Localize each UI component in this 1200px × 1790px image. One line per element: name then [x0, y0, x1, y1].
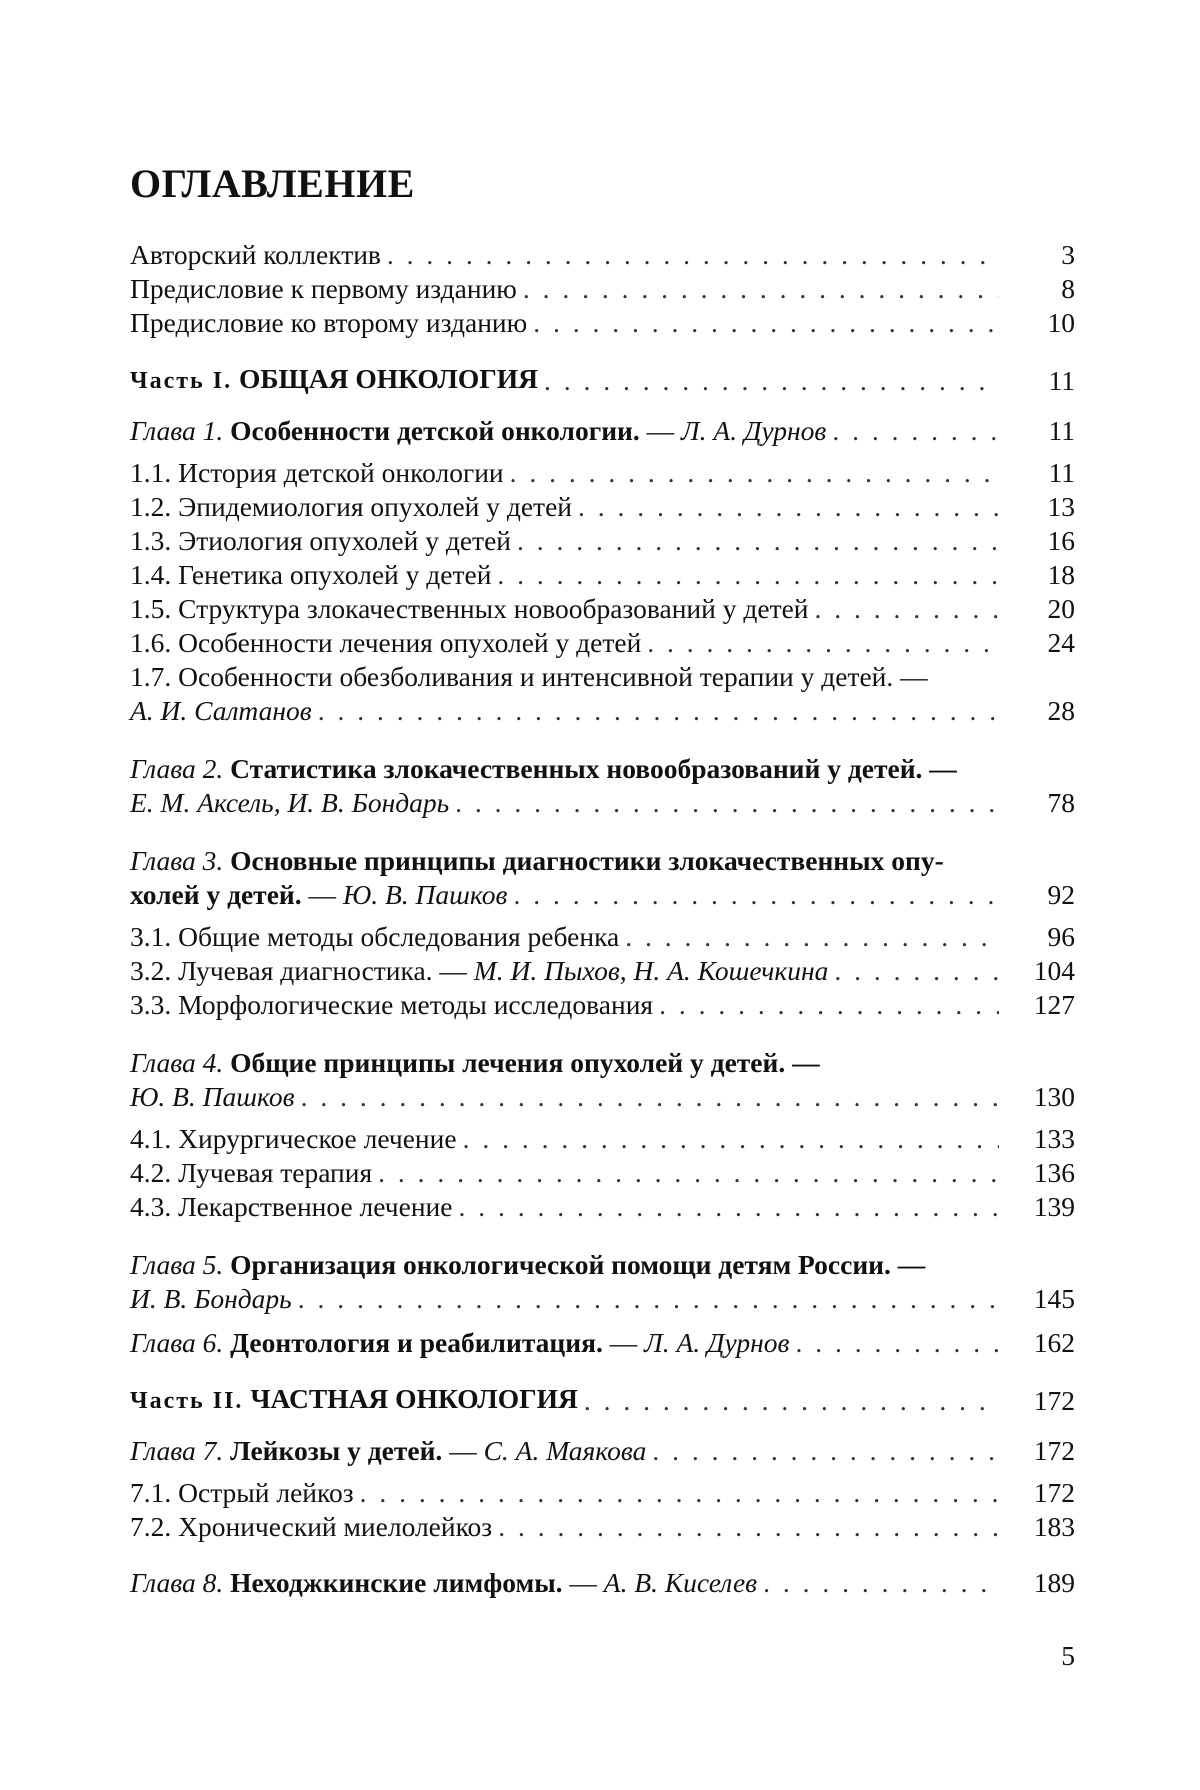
toc-entry	[130, 920, 1075, 954]
page-ref: 28	[1047, 695, 1075, 726]
toc-entry	[130, 456, 1075, 490]
page-ref: 20	[1047, 593, 1075, 624]
entry-line	[130, 1326, 1075, 1360]
toc-entry	[130, 414, 1075, 448]
entry-line	[130, 524, 1075, 558]
dot-leader	[647, 626, 999, 660]
dot-leader	[578, 490, 999, 524]
entry-first-line	[130, 1046, 1075, 1080]
page-ref: 136	[1033, 1157, 1075, 1188]
page-ref: 11	[1048, 365, 1075, 396]
entry-text	[130, 272, 517, 306]
table-of-contents	[130, 238, 1075, 1600]
page-ref: 183	[1033, 1511, 1075, 1542]
author-name: И. В. Бондарь	[130, 1283, 292, 1314]
entry-line	[130, 988, 1075, 1022]
chapter-label: Глава 8.	[130, 1567, 224, 1598]
entry-first-line	[130, 660, 1075, 694]
entry-text: Глава 6. Деонтология и реабилитация. — Л. А. Дурнов	[130, 1327, 790, 1358]
entry-text	[130, 694, 312, 728]
entry-line	[130, 1382, 1075, 1418]
chapter-title: Особенности детской онкологии.	[230, 415, 640, 446]
toc-entry	[130, 238, 1075, 272]
dot-leader	[318, 694, 999, 728]
entry-line	[130, 920, 1075, 954]
page-ref: 92	[1047, 879, 1075, 910]
dot-leader	[498, 1510, 999, 1544]
dot-leader	[513, 878, 999, 912]
page-title: ОГЛАВЛЕНИЕ	[130, 161, 415, 206]
entry-text: Глава 8. Неходжкинские лимфомы. — А. В. Киселев	[130, 1567, 758, 1598]
dot-leader	[763, 1566, 999, 1600]
toc-entry	[130, 1476, 1075, 1510]
entry-text: холей у детей. — Ю. В. Пашков	[130, 879, 508, 910]
page-ref: 133	[1033, 1123, 1075, 1154]
entry-line	[130, 1080, 1075, 1114]
author-name: Л. А. Дурнов	[681, 415, 827, 446]
chapter-title-cont: холей у детей.	[130, 879, 302, 910]
chapter-title: Общие принципы лечения опухолей у детей. —	[230, 1047, 820, 1078]
author-name: А. В. Киселев	[603, 1567, 758, 1598]
chapter-title: Статистика злокачественных новообразований у детей. —	[230, 753, 957, 784]
chapter-label: Глава 6.	[130, 1327, 224, 1358]
dot-leader	[387, 238, 999, 272]
toc-entry	[130, 592, 1075, 626]
toc-entry	[130, 1190, 1075, 1224]
part-title: ОБЩАЯ ОНКОЛОГИЯ	[238, 363, 539, 394]
section-title: Авторский коллектив	[130, 239, 381, 270]
dot-leader	[834, 954, 999, 988]
chapter-label: Глава 5.	[130, 1249, 224, 1280]
dot-leader	[523, 272, 999, 306]
dot-leader	[659, 988, 999, 1022]
entry-line	[130, 1122, 1075, 1156]
chapter-title: Неходжкинские лимфомы.	[230, 1567, 563, 1598]
entry-line	[130, 592, 1075, 626]
entry-text	[130, 1190, 452, 1224]
dot-leader	[455, 786, 999, 820]
entry-line	[130, 414, 1075, 448]
section-title: 1.7. Особенности обезболивания и интенсивной терапии у детей. —	[130, 661, 928, 692]
entry-text	[130, 306, 527, 340]
entry-line	[130, 1282, 1075, 1316]
page-number: 5	[1061, 1640, 1075, 1671]
entry-text	[130, 1156, 372, 1190]
entry-line	[130, 1156, 1075, 1190]
page-ref: 11	[1048, 415, 1075, 446]
dot-leader	[832, 414, 999, 448]
page-ref: 172	[1033, 1477, 1075, 1508]
page-ref: 13	[1047, 491, 1075, 522]
page-ref: 162	[1033, 1327, 1075, 1358]
toc-entry	[130, 988, 1075, 1022]
dot-leader	[584, 1384, 999, 1418]
page-ref: 172	[1033, 1435, 1075, 1466]
page-ref: 24	[1047, 627, 1075, 658]
toc-entry	[130, 752, 1075, 820]
dot-leader	[378, 1156, 999, 1190]
section-title: 1.6. Особенности лечения опухолей у детей	[130, 627, 642, 658]
entry-text	[130, 1282, 292, 1316]
dot-leader	[463, 1122, 999, 1156]
page-ref: 104	[1033, 955, 1075, 986]
page-ref: 145	[1033, 1283, 1075, 1314]
chapter-title: Организация онкологической помощи детям России. —	[230, 1249, 926, 1280]
toc-entry	[130, 1248, 1075, 1316]
dot-leader	[815, 592, 999, 626]
toc-entry	[130, 1434, 1075, 1468]
entry-text: Глава 1. Особенности детской онкологии. — Л. А. Дурнов	[130, 415, 827, 446]
chapter-label: Глава 1.	[130, 415, 224, 446]
toc-entry	[130, 1326, 1075, 1360]
toc-entry	[130, 660, 1075, 728]
toc-entry	[130, 1122, 1075, 1156]
entry-text	[130, 1080, 295, 1114]
chapter-label: Глава 3.	[130, 845, 224, 876]
entry-text	[130, 592, 809, 626]
toc-entry	[130, 524, 1075, 558]
part-label: Часть II.	[130, 1388, 244, 1414]
section-title: 7.2. Хронический миелолейкоз	[130, 1511, 493, 1542]
section-title: 3.1. Общие методы обследования ребенка	[130, 921, 620, 952]
entry-text	[130, 988, 653, 1022]
author-name: Е. М. Аксель, И. В. Бондарь	[130, 787, 450, 818]
page-ref: 18	[1047, 559, 1075, 590]
section-title: Предисловие к первому изданию	[130, 273, 517, 304]
author-name: Ю. В. Пашков	[342, 879, 508, 910]
entry-text	[130, 238, 381, 272]
toc-entry	[130, 1156, 1075, 1190]
toc-entry	[130, 306, 1075, 340]
author-name: Л. А. Дурнов	[644, 1327, 790, 1358]
entry-text	[130, 1122, 457, 1156]
chapter-title: Деонтология и реабилитация.	[230, 1327, 603, 1358]
entry-text	[130, 1510, 492, 1544]
dot-leader	[625, 920, 999, 954]
page-ref: 130	[1033, 1081, 1075, 1112]
entry-line	[130, 1476, 1075, 1510]
page-ref: 10	[1047, 307, 1075, 338]
entry-text	[130, 558, 491, 592]
author-name: Ю. В. Пашков	[130, 1081, 295, 1112]
page-ref: 8	[1061, 273, 1075, 304]
section-title: 4.1. Хирургическое лечение	[130, 1123, 457, 1154]
entry-line	[130, 306, 1075, 340]
entry-line	[130, 362, 1075, 398]
dot-leader	[360, 1476, 999, 1510]
dot-leader	[301, 1080, 999, 1114]
entry-line	[130, 238, 1075, 272]
section-title: 1.2. Эпидемиология опухолей у детей	[130, 491, 573, 522]
entry-first-line	[130, 844, 1075, 878]
entry-text	[130, 456, 504, 490]
entry-text	[130, 920, 619, 954]
dot-leader	[458, 1190, 999, 1224]
dot-leader	[652, 1434, 999, 1468]
page-ref: 139	[1033, 1191, 1075, 1222]
page-ref: 3	[1061, 239, 1075, 270]
toc-entry	[130, 1566, 1075, 1600]
entry-text	[130, 362, 538, 398]
entry-text	[130, 786, 449, 820]
dot-leader	[497, 558, 999, 592]
section-title: Предисловие ко второму изданию	[130, 307, 528, 338]
chapter-label: Глава 7.	[130, 1435, 224, 1466]
dot-leader	[510, 456, 999, 490]
section-title: 4.3. Лекарственное лечение	[130, 1191, 453, 1222]
chapter-title: Лейкозы у детей.	[230, 1435, 443, 1466]
entry-line	[130, 694, 1075, 728]
entry-text	[130, 954, 828, 988]
entry-line	[130, 1190, 1075, 1224]
chapter-title: Основные принципы диагностики злокачественных опу-	[230, 845, 944, 876]
entry-line	[130, 490, 1075, 524]
dot-leader	[298, 1282, 999, 1316]
entry-first-line	[130, 752, 1075, 786]
toc-entry	[130, 1510, 1075, 1544]
entry-text	[130, 626, 641, 660]
dot-leader	[517, 524, 999, 558]
page-ref: 127	[1033, 989, 1075, 1020]
toc-entry	[130, 626, 1075, 660]
page-ref: 96	[1047, 921, 1075, 952]
entry-line	[130, 456, 1075, 490]
toc-entry	[130, 490, 1075, 524]
entry-line	[130, 786, 1075, 820]
section-title: 1.4. Генетика опухолей у детей	[130, 559, 492, 590]
entry-text	[130, 1476, 354, 1510]
entry-line	[130, 878, 1075, 912]
page-ref: 78	[1047, 787, 1075, 818]
author-name: М. И. Пыхов, Н. А. Кошечкина	[473, 955, 829, 986]
section-title: 1.3. Этиология опухолей у детей	[130, 525, 511, 556]
part-label: Часть I.	[130, 368, 233, 394]
toc-entry	[130, 362, 1075, 398]
dot-leader	[544, 364, 999, 398]
section-title: 7.1. Острый лейкоз	[130, 1477, 354, 1508]
dot-leader	[795, 1326, 999, 1360]
section-title: 1.5. Структура злокачественных новообразований у детей	[130, 593, 809, 624]
author-name: А. И. Салтанов	[130, 695, 312, 726]
entry-line	[130, 1510, 1075, 1544]
toc-entry	[130, 844, 1075, 912]
section-title: 4.2. Лучевая терапия	[130, 1157, 373, 1188]
toc-entry	[130, 558, 1075, 592]
toc-entry	[130, 1046, 1075, 1114]
entry-line	[130, 954, 1075, 988]
section-title: 3.2. Лучевая диагностика. —	[130, 955, 467, 986]
page-ref: 16	[1047, 525, 1075, 556]
entry-text	[130, 490, 572, 524]
entry-line	[130, 272, 1075, 306]
page-ref: 189	[1033, 1567, 1075, 1598]
entry-text	[130, 524, 511, 558]
page-ref: 172	[1033, 1385, 1075, 1416]
dot-leader	[533, 306, 999, 340]
entry-text: Глава 7. Лейкозы у детей. — С. А. Маякова	[130, 1435, 647, 1466]
page-ref: 11	[1048, 457, 1075, 488]
entry-text	[130, 1382, 578, 1418]
chapter-label: Глава 4.	[130, 1047, 224, 1078]
entry-line	[130, 1566, 1075, 1600]
section-title: 3.3. Морфологические методы исследования	[130, 989, 654, 1020]
author-name: С. А. Маякова	[483, 1435, 647, 1466]
entry-line	[130, 1434, 1075, 1468]
section-title: 1.1. История детской онкологии	[130, 457, 504, 488]
part-title: ЧАСТНАЯ ОНКОЛОГИЯ	[250, 1383, 578, 1414]
entry-first-line	[130, 1248, 1075, 1282]
entry-line	[130, 558, 1075, 592]
chapter-label: Глава 2.	[130, 753, 224, 784]
toc-entry	[130, 1382, 1075, 1418]
toc-entry	[130, 954, 1075, 988]
entry-line	[130, 626, 1075, 660]
toc-entry	[130, 272, 1075, 306]
